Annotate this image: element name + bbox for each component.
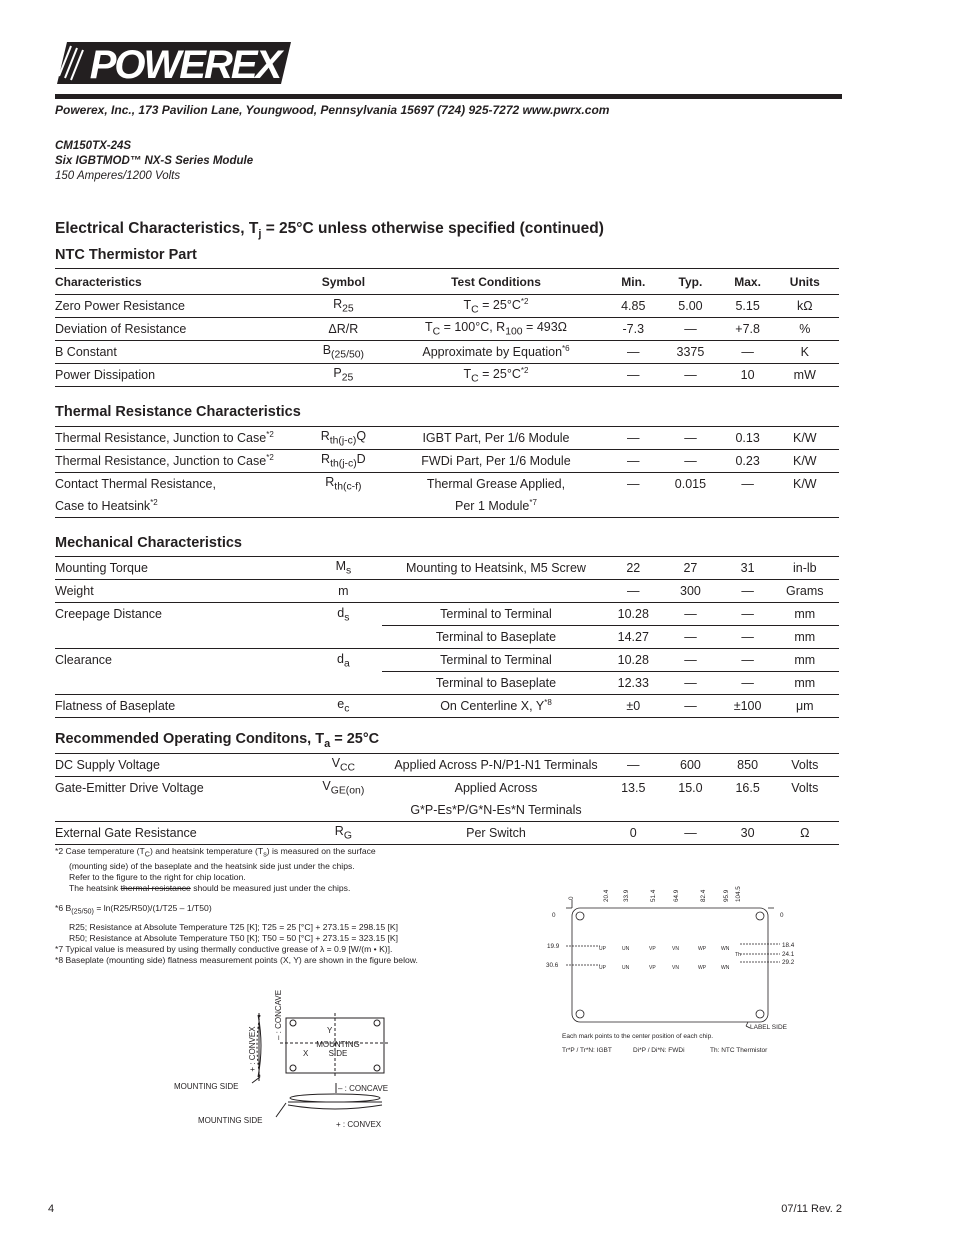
concave-bottom-label: – : CONCAVE <box>338 1084 389 1093</box>
mount-hole <box>374 1065 380 1071</box>
mounting-side-label-2: MOUNTING SIDE <box>198 1116 263 1125</box>
chip-label: VN <box>672 946 679 952</box>
footnotes: *2 Case temperature $(T_C)$ and heatsink temperature $(T_s)$ is measured on the surface (mounting side) of the baseplate and the heatsink side just under the chips. Refer to the figure to the right for chip location. The heatsink thermal resistance should be measured just under the chips. *6 $B_{(25/50)} = \ln(R25/R50)/(1/T25 - 1/T50)$ R25; Resistance at Absolute Temperature T25 [K]; T25 = 25 [°C] + 273.15 = 298.15 [K] R50; Resistance at Absolute Temperature T50 [K]; T50 = 50 [°C] + 273.15 = 323.15 [K] *7 Typical value is measured by using thermally conductive grease of λ = 0.9 [W/(m • K)]. *8 Baseplate (mounting side) flatness measurement points (X, Y) are shown in the figure below. <box>55 846 418 966</box>
table-row: Power Dissipation $P_{25}$ $T_C = 25^\circ C^{*2}$ — — 10 mW <box>55 364 839 387</box>
tick-label: 0 <box>552 912 556 919</box>
thermal-table <box>55 426 839 518</box>
tick-label: 0 <box>780 912 784 919</box>
powerex-logo <box>55 40 291 86</box>
tick-label: 19.9 <box>547 943 560 950</box>
convex-bottom-label: + : CONVEX <box>336 1120 382 1129</box>
part-number: CM150TX-24S <box>55 140 132 152</box>
chip-location-figure <box>540 880 840 1060</box>
ntc-heading: NTC Thermistor Part <box>55 247 197 263</box>
mount-hole <box>756 912 764 920</box>
chip-label: WN <box>721 965 730 971</box>
label-side: LABEL SIDE <box>750 1024 787 1031</box>
mounting-label: MOUNTING <box>316 1040 360 1049</box>
table-row: Deviation of Resistance ΔR/R $T_C = 100^\circ C$, $R_{100} = 493\Omega$ -7.3 — +7.8 % <box>55 318 839 341</box>
chip-label: UN <box>622 965 630 971</box>
operating-table <box>55 753 839 845</box>
mount-hole <box>290 1020 296 1026</box>
table-row: B Constant $B_{(25/50)}$ Approximate by Equation$^{*6}$ — 3375 — K <box>55 341 839 364</box>
ntc-table <box>55 268 839 387</box>
table-row: Thermal Resistance, Junction to Case$^{*2}$ $R_{th(j-c)}D$ FWDi Part, Per 1/6 Module — — 0.23 K/W <box>55 450 839 473</box>
table-row: Gate-Emitter Drive Voltage $V_{GE(on)}$ Applied Across 13.5 15.0 16.5 Volts <box>55 779 819 797</box>
table-row: Contact Thermal Resistance, $R_{th(c-f)}$ Thermal Grease Applied, — 0.015 — K/W <box>55 475 817 493</box>
flatness-figure <box>160 985 410 1135</box>
legend-thermistor: Th: NTC Thermistor <box>710 1047 768 1054</box>
company-line: Powerex, Inc., 173 Pavilion Lane, Youngwood, Pennsylvania 15697 (724) 925-7272 www.pwrx.com <box>55 103 610 117</box>
chip-labels <box>546 886 795 1054</box>
mount-hole <box>576 1010 584 1018</box>
table-row: DC Supply Voltage $V_{CC}$ Applied Across P-N/P1-N1 Terminals — 600 850 Volts <box>55 754 839 777</box>
tick-label: 33.9 <box>623 889 630 902</box>
chip-label: UP <box>599 946 606 952</box>
table-row: Terminal to Baseplate 12.33 — — mm <box>55 672 839 695</box>
side-profile-convex <box>288 1105 382 1109</box>
mounting-side-label-1: MOUNTING SIDE <box>174 1082 239 1091</box>
tick-label: 64.9 <box>673 889 680 902</box>
table-row: Flatness of Baseplate $e_c$ On Centerline X, $Y^{*8}$ ±0 — ±100 μm <box>55 695 839 718</box>
chip-label: UP <box>599 965 606 971</box>
revision: 07/11 Rev. 2 <box>781 1203 842 1215</box>
x-label: X <box>303 1049 309 1058</box>
table-row: Terminal to Baseplate 14.27 — — mm <box>55 626 839 649</box>
y-label: Y <box>327 1026 333 1035</box>
concave-left-label: – : CONCAVE <box>274 989 283 1041</box>
chip-label: VN <box>672 965 679 971</box>
table-header: Characteristics Symbol Test Conditions Min. Typ. Max. Units <box>55 269 839 295</box>
thermal-heading: Thermal Resistance Characteristics <box>55 404 301 420</box>
side-label: SIDE <box>328 1049 348 1058</box>
convex-left-label: + : CONVEX <box>248 1026 257 1072</box>
tick-label: 24.1 <box>782 951 795 958</box>
chip-label: VP <box>649 946 656 952</box>
mechanical-table <box>55 556 839 718</box>
table-row: Case to Heatsink$^{*2}$ Per 1 Module$^{*7}$ <box>55 495 839 518</box>
tick-label: 20.4 <box>603 889 610 902</box>
logo-text: POWEREX <box>89 43 281 86</box>
chip-note: Each mark points to the center position of each chip. <box>562 1033 714 1040</box>
leader-line <box>276 1103 286 1117</box>
mount-hole <box>374 1020 380 1026</box>
table-row: Weight m — 300 — Grams <box>55 580 839 603</box>
table-row: G*P-Es*P/G*N-Es*N Terminals <box>55 799 839 822</box>
chip-label: UN <box>622 946 630 952</box>
mount-hole <box>290 1065 296 1071</box>
tick-label: 82.4 <box>700 889 707 902</box>
table-row: External Gate Resistance $R_G$ Per Switch 0 — 30 Ω <box>55 822 839 845</box>
chip-label: WP <box>698 946 707 952</box>
chip-label: WP <box>698 965 707 971</box>
tick-label: 18.4 <box>782 942 795 949</box>
mount-hole <box>576 912 584 920</box>
part-info <box>55 139 253 184</box>
rating: 150 Amperes/1200 Volts <box>55 170 181 182</box>
header-rule <box>55 94 842 99</box>
mechanical-heading: Mechanical Characteristics <box>55 535 242 551</box>
table-row: Mounting Torque $M_s$ Mounting to Heatsink, M5 Screw 22 27 31 in-lb <box>55 557 839 580</box>
page-number: 4 <box>48 1203 55 1215</box>
tick-label: 30.6 <box>546 962 559 969</box>
tick-label: 95.9 <box>723 889 730 902</box>
tick-label: 104.5 <box>735 886 742 902</box>
thermistor-label: Th <box>735 952 741 958</box>
mount-hole <box>756 1010 764 1018</box>
tick-label: 51.4 <box>650 889 657 902</box>
tick-label: 0 <box>568 896 575 900</box>
series: Six IGBTMOD™ NX-S Series Module <box>55 155 254 167</box>
legend-fwdi: Di*P / Di*N: FWDi <box>633 1047 685 1054</box>
leader-line <box>746 1022 748 1026</box>
tick-label: 29.2 <box>782 959 795 966</box>
legend-igbt: Tr*P / Tr*N: IGBT <box>562 1047 612 1054</box>
table-row: Clearance $d_a$ Terminal to Terminal 10.28 — — mm <box>55 649 839 672</box>
table-row: Thermal Resistance, Junction to Case$^{*2}$ $R_{th(j-c)}Q$ IGBT Part, Per 1/6 Module — — 0.13 K/W <box>55 427 839 450</box>
table-row: Zero Power Resistance $R_{25}$ $T_C = 25^\circ C^{*2}$ 4.85 5.00 5.15 kΩ <box>55 295 839 318</box>
chip-label: VP <box>649 965 656 971</box>
table-row: Creepage Distance $d_s$ Terminal to Terminal 10.28 — — mm <box>55 603 839 626</box>
page-title: Electrical Characteristics, $T_j = 25^\circ C$ unless otherwise specified (continued) <box>55 220 604 241</box>
side-profile-concave <box>290 1094 380 1102</box>
chip-label: WN <box>721 946 730 952</box>
operating-heading: Recommended Operating Conditons, $T_a = 25^\circ C$ <box>55 731 380 750</box>
